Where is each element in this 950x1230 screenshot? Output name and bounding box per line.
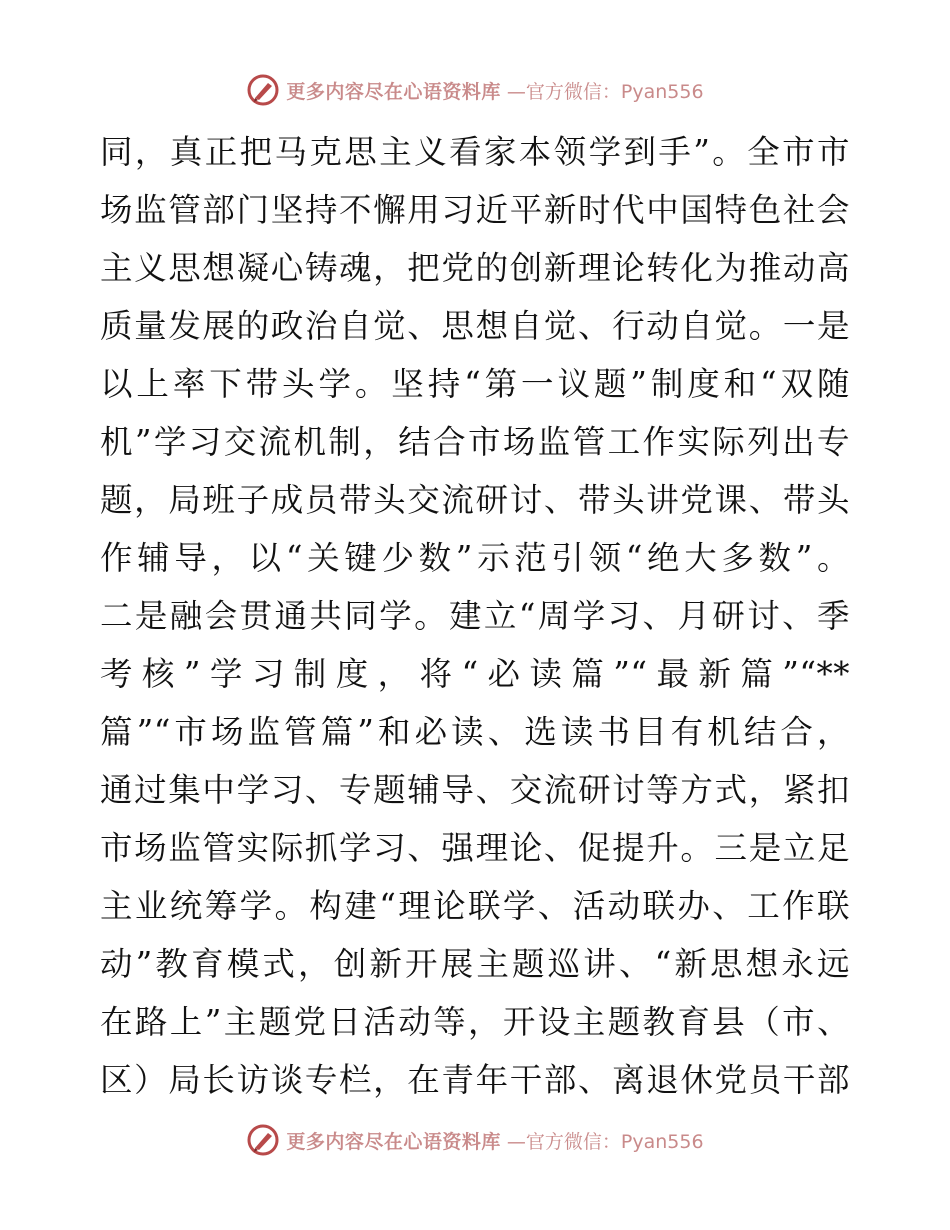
body-line: 同，真正把马克思主义看家本领学到手”。全市市 bbox=[100, 133, 850, 171]
watermark-brand: 更多内容尽在心语资料库 bbox=[286, 80, 501, 103]
body-line: 通过集中学习、专题辅导、交流研讨等方式，紧扣 bbox=[100, 771, 850, 809]
body-line: 区）局长访谈专栏，在青年干部、离退休党员干部 bbox=[100, 1061, 850, 1099]
body-line: 质量发展的政治自觉、思想自觉、行动自觉。一是 bbox=[100, 307, 850, 345]
body-line: 以上率下带头学。坚持“第一议题”制度和“双随 bbox=[100, 365, 850, 403]
body-line: 市场监管实际抓学习、强理论、促提升。三是立足 bbox=[100, 829, 850, 867]
body-line: 主义思想凝心铸魂，把党的创新理论转化为推动高 bbox=[100, 249, 850, 287]
body-line: 动”教育模式，创新开展主题巡讲、“新思想永远 bbox=[100, 945, 850, 983]
header-watermark bbox=[0, 70, 950, 110]
document-body bbox=[100, 123, 850, 1109]
footer-watermark bbox=[0, 1120, 950, 1160]
watermark-contact: —官方微信：Pyan556 bbox=[506, 80, 704, 103]
watermark-contact: —官方微信：Pyan556 bbox=[506, 1130, 704, 1153]
body-line: 考核”学习制度，将“必读篇”“最新篇”“** bbox=[100, 655, 850, 693]
body-line: 主业统筹学。构建“理论联学、活动联办、工作联 bbox=[100, 887, 850, 925]
body-line: 在路上”主题党日活动等，开设主题教育县（市、 bbox=[100, 1003, 850, 1041]
body-line: 作辅导，以“关键少数”示范引领“绝大多数”。 bbox=[100, 539, 850, 577]
body-line: 题，局班子成员带头交流研讨、带头讲党课、带头 bbox=[100, 481, 850, 519]
pen-circle-logo-icon bbox=[246, 1123, 280, 1157]
watermark-brand: 更多内容尽在心语资料库 bbox=[286, 1130, 501, 1153]
body-line: 场监管部门坚持不懈用习近平新时代中国特色社会 bbox=[100, 191, 850, 229]
body-line: 机”学习交流机制，结合市场监管工作实际列出专 bbox=[100, 423, 850, 461]
body-line: 篇”“市场监管篇”和必读、选读书目有机结合， bbox=[100, 713, 850, 751]
body-line: 二是融会贯通共同学。建立“周学习、月研讨、季 bbox=[100, 597, 850, 635]
pen-circle-logo-icon bbox=[246, 73, 280, 107]
